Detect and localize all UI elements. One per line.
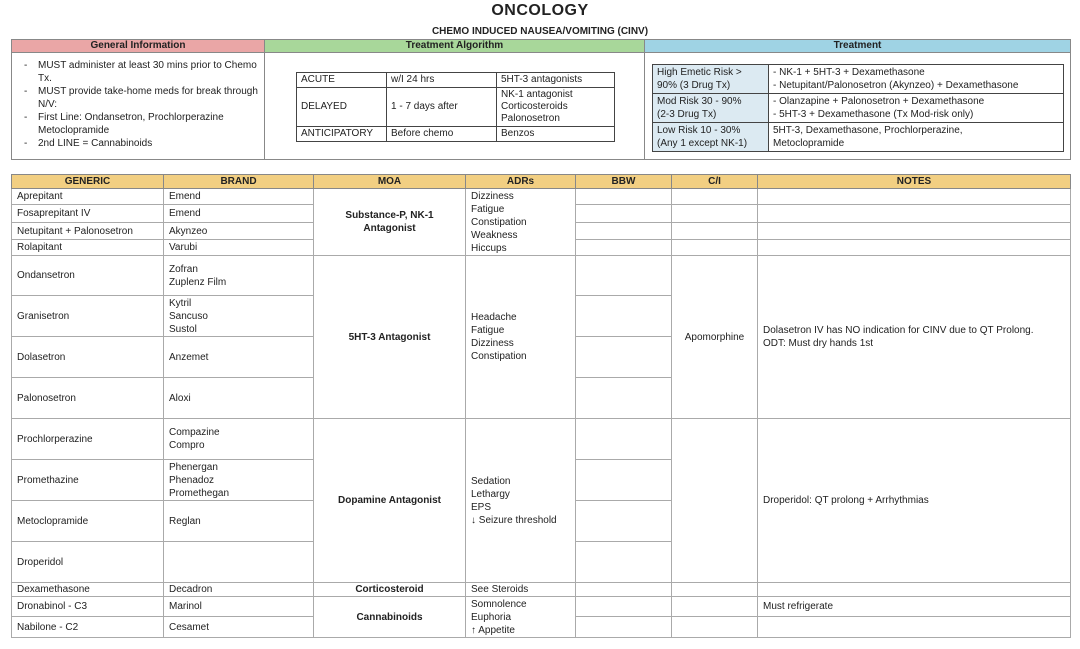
adr-item: See Steroids [471,584,529,595]
generic-cell: Promethazine [12,460,164,501]
risk-level [653,65,769,94]
brand-name: Promethegan [169,487,230,499]
treatment-header: Treatment [644,39,1071,53]
brand-cell [164,223,314,240]
brand-name: Zofran [169,263,198,275]
general-information-list [12,53,264,150]
generic-cell: Granisetron [12,296,164,337]
table-row [12,583,1071,597]
adrs-cell [466,189,576,256]
bbw-cell [576,205,672,223]
bbw-cell [576,378,672,419]
page-title: ONCOLOGY [491,2,589,19]
general-information-header: General Information [11,39,265,53]
adr-item: Dizziness [471,338,514,349]
algorithm-drug: NK-1 antagonist [501,89,573,100]
regimen-line: - 5HT-3 + Dexamethasone (Tx Mod-risk only) [773,109,974,120]
algorithm-row [297,127,615,142]
risk-line: (Any 1 except NK-1) [657,138,748,149]
brand-cell [164,256,314,296]
algorithm-drug: Benzos [501,128,535,139]
algorithm-phase: DELAYED [297,88,387,127]
algorithm-timing: 1 - 7 days after [387,88,497,127]
bbw-cell [576,296,672,337]
risk-line: (2-3 Drug Tx) [657,109,717,120]
adr-item: Constipation [471,351,527,362]
bbw-cell [576,256,672,296]
bbw-cell [576,460,672,501]
moa-line: Antagonist [363,223,416,234]
algorithm-row [297,73,615,88]
general-item: - MUST administer at least 30 mins prior to Chemo Tx. [22,59,260,85]
brand-cell [164,542,314,583]
bbw-cell [576,542,672,583]
page-subtitle: CHEMO INDUCED NAUSEA/VOMITING (CINV) [431,26,649,37]
table-row [12,597,1071,617]
brand-name: Compro [169,440,205,451]
brand-name: Reglan [169,515,201,527]
brand-name: Decadron [169,584,213,595]
general-item: - 2nd LINE = Cannabinoids [22,137,260,150]
brand-cell [164,583,314,597]
brand-cell [164,597,314,617]
brand-name: Aloxi [169,392,191,404]
adr-item: Somnolence [471,598,527,610]
treatment-algorithm-table [296,72,615,142]
drug-table [11,174,1071,638]
adrs-cell [466,256,576,419]
brand-name: Anzemet [169,351,209,363]
treatment-row [653,65,1064,94]
generic-cell: Palonosetron [12,378,164,419]
risk-line: 90% (3 Drug Tx) [657,80,731,91]
brand-name: Phenergan [169,461,218,473]
notes-cell [758,223,1071,240]
brand-cell [164,460,314,501]
risk-level [653,123,769,152]
notes-cell [758,256,1071,419]
brand-name: Emend [169,208,201,219]
algorithm-timing: Before chemo [387,127,497,142]
bbw-cell [576,501,672,542]
brand-name: Emend [169,191,201,202]
ci-cell: Apomorphine [672,256,758,419]
brand-name: Sustol [169,323,197,335]
ci-cell [672,419,758,583]
moa-line: Dopamine Antagonist [338,495,441,506]
brand-name: Varubi [169,242,198,253]
table-row [12,419,1071,460]
generic-cell: Fosaprepitant IV [12,205,164,223]
brand-cell [164,501,314,542]
generic-cell: Dronabinol - C3 [12,597,164,617]
notes-cell [758,189,1071,205]
algorithm-drug: Palonosetron [501,113,560,124]
moa-cell [314,583,466,597]
moa-cell [314,189,466,256]
moa-line: Substance-P, NK-1 [345,210,434,221]
bbw-cell [576,583,672,597]
adr-item: Lethargy [471,488,510,500]
brand-cell [164,205,314,223]
regimen-line: - Olanzapine + Palonosetron + Dexamethasone [773,96,985,107]
generic-cell: Dolasetron [12,337,164,378]
adr-item: Dizziness [471,190,514,202]
brand-name: Sancuso [169,310,208,322]
adr-item: Sedation [471,475,511,487]
drug-table-header-row [12,175,1071,189]
risk-level [653,94,769,123]
treatment-row [653,123,1064,152]
general-item: - MUST provide take-home meds for break through N/V: [22,85,260,111]
adr-item: Fatigue [471,325,505,336]
moa-line: 5HT-3 Antagonist [348,331,431,343]
generic-cell: Netupitant + Palonosetron [12,223,164,240]
column-header-notes: NOTES [758,175,1071,189]
brand-cell [164,419,314,460]
algorithm-drugs [497,127,615,142]
column-header-ci: C/I [672,175,758,189]
notes-cell [758,240,1071,256]
ci-cell [672,583,758,597]
regimen-line: - NK-1 + 5HT-3 + Dexamethasone [773,67,925,78]
column-header-brand: BRAND [164,175,314,189]
algorithm-phase: ACUTE [297,73,387,88]
algorithm-drug: Corticosteroids [501,101,568,112]
column-header-moa: MOA [314,175,466,189]
brand-cell [164,337,314,378]
brand-name: Zuplenz Film [169,276,227,288]
adr-item: Constipation [471,216,527,228]
regimen [769,123,1064,152]
ci-cell [672,189,758,205]
note-line: Must refrigerate [763,601,834,612]
algorithm-phase: ANTICIPATORY [297,127,387,142]
generic-cell: Rolapitant [12,240,164,256]
regimen [769,65,1064,94]
adr-item: EPS [471,501,492,513]
generic-cell: Nabilone - C2 [12,617,164,638]
treatment-row [653,94,1064,123]
bbw-cell [576,419,672,460]
table-row [12,256,1071,296]
moa-cell [314,419,466,583]
treatment-table [652,64,1064,152]
brand-name: Compazine [169,427,220,438]
algorithm-drugs [497,88,615,127]
algorithm-drug: 5HT-3 antagonists [501,74,583,85]
column-header-generic: GENERIC [12,175,164,189]
moa-cell [314,256,466,419]
risk-line: Mod Risk 30 - 90% [657,96,742,107]
brand-cell [164,378,314,419]
general-information-panel [11,53,265,160]
ci-cell [672,597,758,617]
bbw-cell [576,617,672,638]
adr-item: ↓ Seizure threshold [471,514,557,526]
adr-item: ↑ Appetite [471,624,515,636]
notes-cell [758,597,1071,617]
brand-cell [164,189,314,205]
brand-name: Cesamet [169,621,210,633]
regimen-line: 5HT-3, Dexamethasone, Prochlorperazine, [773,125,963,136]
ci-cell [672,617,758,638]
brand-name: Akynzeo [169,225,208,237]
moa-line: Corticosteroid [355,584,424,595]
notes-cell [758,419,1071,583]
bbw-cell [576,337,672,378]
treatment-algorithm-header: Treatment Algorithm [264,39,645,53]
adrs-cell [466,419,576,583]
risk-line: High Emetic Risk > [657,67,742,78]
brand-name: Kytril [169,297,192,309]
note-line: Droperidol: QT prolong + Arrhythmias [763,495,929,506]
adr-item: Hiccups [471,242,507,254]
bbw-cell [576,597,672,617]
algorithm-drugs [497,73,615,88]
notes-cell [758,205,1071,223]
generic-cell: Aprepitant [12,189,164,205]
generic-cell: Droperidol [12,542,164,583]
table-row [12,189,1071,205]
regimen-line: Metoclopramide [773,138,845,149]
adrs-cell [466,597,576,638]
column-header-adrs: ADRs [466,175,576,189]
ci-cell [672,240,758,256]
adr-item: Fatigue [471,203,505,215]
moa-cell [314,597,466,638]
adr-item: Weakness [471,229,518,241]
regimen [769,94,1064,123]
generic-cell: Dexamethasone [12,583,164,597]
column-header-bbw: BBW [576,175,672,189]
adr-item: Euphoria [471,611,512,623]
generic-cell: Ondansetron [12,256,164,296]
bbw-cell [576,189,672,205]
brand-name: Marinol [169,601,202,612]
adrs-cell [466,583,576,597]
algorithm-row [297,88,615,127]
ci-cell [672,223,758,240]
regimen-line: - Netupitant/Palonosetron (Akynzeo) + Dexamethasone [773,80,1019,91]
general-item: - First Line: Ondansetron, Prochlorperazine Metoclopramide [22,111,260,137]
note-line: ODT: Must dry hands 1st [763,338,874,349]
generic-cell: Prochlorperazine [12,419,164,460]
note-line: Dolasetron IV has NO indication for CINV due to QT Prolong. [763,325,1034,336]
notes-cell [758,617,1071,638]
bbw-cell [576,223,672,240]
brand-cell [164,296,314,337]
algorithm-timing: w/I 24 hrs [387,73,497,88]
moa-line: Cannabinoids [356,611,423,623]
generic-cell: Metoclopramide [12,501,164,542]
brand-cell [164,240,314,256]
adr-item: Headache [471,312,517,323]
bbw-cell [576,240,672,256]
risk-line: Low Risk 10 - 30% [657,125,741,136]
ci-cell [672,205,758,223]
notes-cell [758,583,1071,597]
brand-name: Phenadoz [169,474,215,486]
brand-cell [164,617,314,638]
